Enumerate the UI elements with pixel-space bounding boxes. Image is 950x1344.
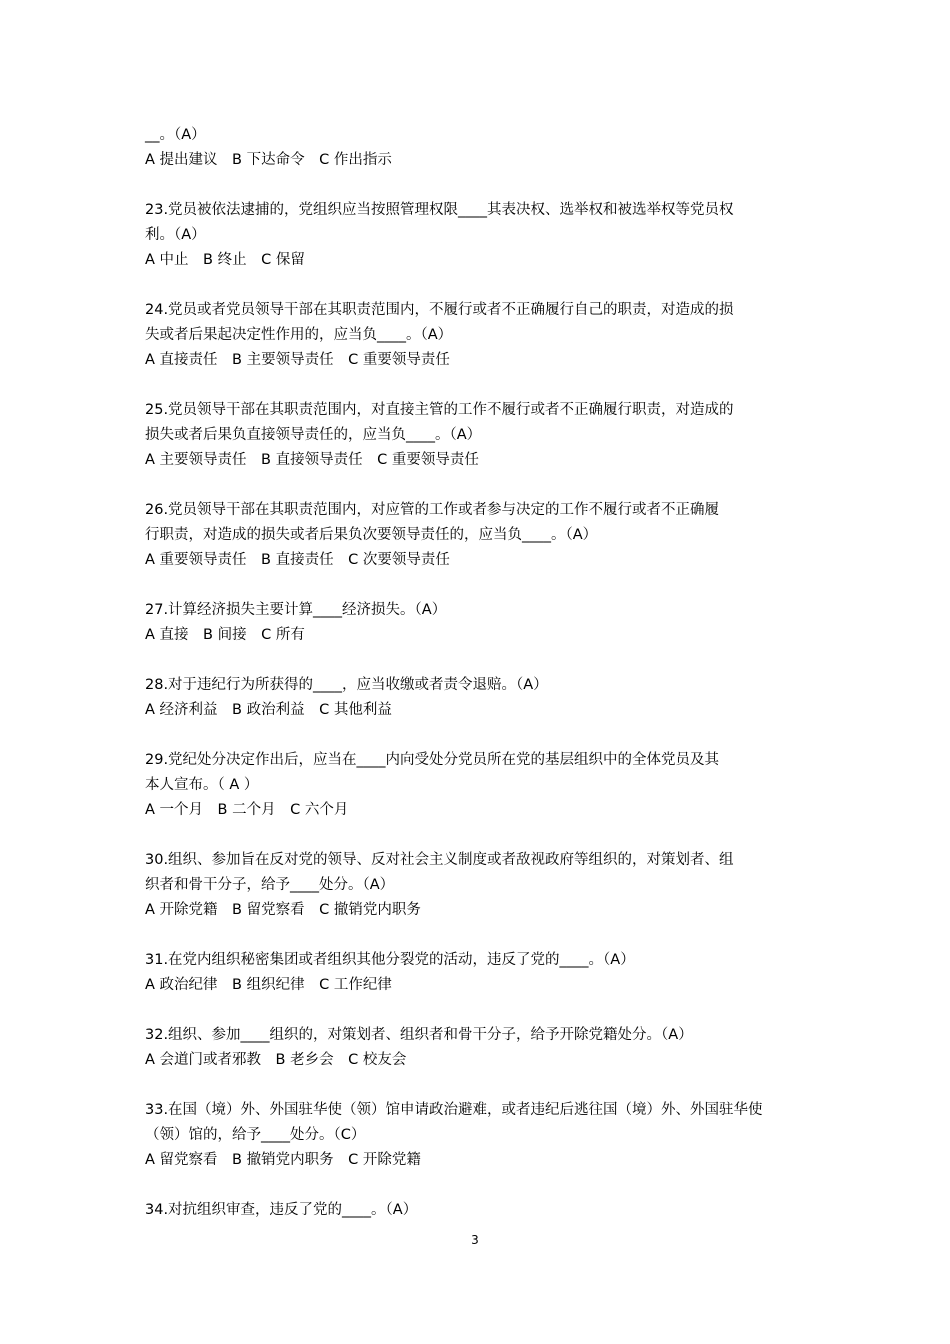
- text-line: __。（A）: [145, 127, 206, 143]
- question-block: [145, 673, 815, 723]
- text-line: 29.党纪处分决定作出后，应当在____内向受处分党员所在党的基层组织中的全体党员及其: [145, 752, 720, 768]
- text-line: 34.对抗组织审查，违反了党的____。（A）: [145, 1202, 418, 1218]
- text-line: A 经济利益 B 政治利益 C 其他利益: [145, 702, 392, 718]
- text-line: A 直接 B 间接 C 所有: [145, 627, 305, 643]
- text-line: 26.党员领导干部在其职责范围内，对应管的工作或者参与决定的工作不履行或者不正确履: [145, 502, 720, 518]
- question-block: [145, 398, 815, 473]
- text-line: A 提出建议 B 下达命令 C 作出指示: [145, 152, 392, 168]
- text-line: 28.对于违纪行为所获得的____，应当收缴或者责令退赔。（A）: [145, 677, 548, 693]
- text-line: 23.党员被依法逮捕的，党组织应当按照管理权限____其表决权、选举权和被选举权等党员权: [145, 202, 734, 218]
- question-block: [145, 198, 815, 273]
- text-line: 24.党员或者党员领导干部在其职责范围内，不履行或者不正确履行自己的职责，对造成的损: [145, 302, 734, 318]
- question-block: [145, 948, 815, 998]
- text-line: 织者和骨干分子，给予____处分。（A）: [145, 877, 395, 893]
- question-block: [145, 298, 815, 373]
- text-line: A 中止 B 终止 C 保留: [145, 252, 305, 268]
- question-block: [145, 1198, 815, 1223]
- text-line: A 开除党籍 B 留党察看 C 撤销党内职务: [145, 902, 421, 918]
- question-block: [145, 123, 815, 173]
- text-line: 行职责，对造成的损失或者后果负次要领导责任的，应当负____。（A）: [145, 527, 598, 543]
- text-line: 31.在党内组织秘密集团或者组织其他分裂党的活动，违反了党的____。（A）: [145, 952, 635, 968]
- text-line: 30.组织、参加旨在反对党的领导、反对社会主义制度或者敌视政府等组织的，对策划者、组: [145, 852, 734, 868]
- question-list: [145, 123, 815, 1248]
- text-line: 本人宣布。（ A ）: [145, 777, 259, 793]
- text-line: 利。（A）: [145, 227, 206, 243]
- question-block: [145, 1023, 815, 1073]
- page-number: 3: [471, 1233, 479, 1247]
- text-line: 损失或者后果负直接领导责任的，应当负____。（A）: [145, 427, 482, 443]
- text-line: 25.党员领导干部在其职责范围内，对直接主管的工作不履行或者不正确履行职责，对造成的: [145, 402, 734, 418]
- text-line: A 主要领导责任 B 直接领导责任 C 重要领导责任: [145, 452, 479, 468]
- text-line: A 重要领导责任 B 直接责任 C 次要领导责任: [145, 552, 450, 568]
- question-block: [145, 498, 815, 573]
- question-block: [145, 748, 815, 823]
- text-line: A 一个月 B 二个月 C 六个月: [145, 802, 349, 818]
- question-block: [145, 848, 815, 923]
- text-line: A 会道门或者邪教 B 老乡会 C 校友会: [145, 1052, 407, 1068]
- question-block: [145, 598, 815, 648]
- text-line: 失或者后果起决定性作用的，应当负____。（A）: [145, 327, 453, 343]
- text-line: A 直接责任 B 主要领导责任 C 重要领导责任: [145, 352, 450, 368]
- question-block: [145, 1098, 815, 1173]
- text-line: （领）馆的，给予____处分。（C）: [145, 1127, 366, 1143]
- text-line: A 政治纪律 B 组织纪律 C 工作纪律: [145, 977, 392, 993]
- text-line: 27.计算经济损失主要计算____经济损失。（A）: [145, 602, 447, 618]
- text-line: 32.组织、参加____组织的，对策划者、组织者和骨干分子，给予开除党籍处分。（A）: [145, 1027, 693, 1043]
- text-line: 33.在国（境）外、外国驻华使（领）馆申请政治避难，或者违纪后逃往国（境）外、外国驻华使: [145, 1102, 763, 1118]
- text-line: A 留党察看 B 撤销党内职务 C 开除党籍: [145, 1152, 421, 1168]
